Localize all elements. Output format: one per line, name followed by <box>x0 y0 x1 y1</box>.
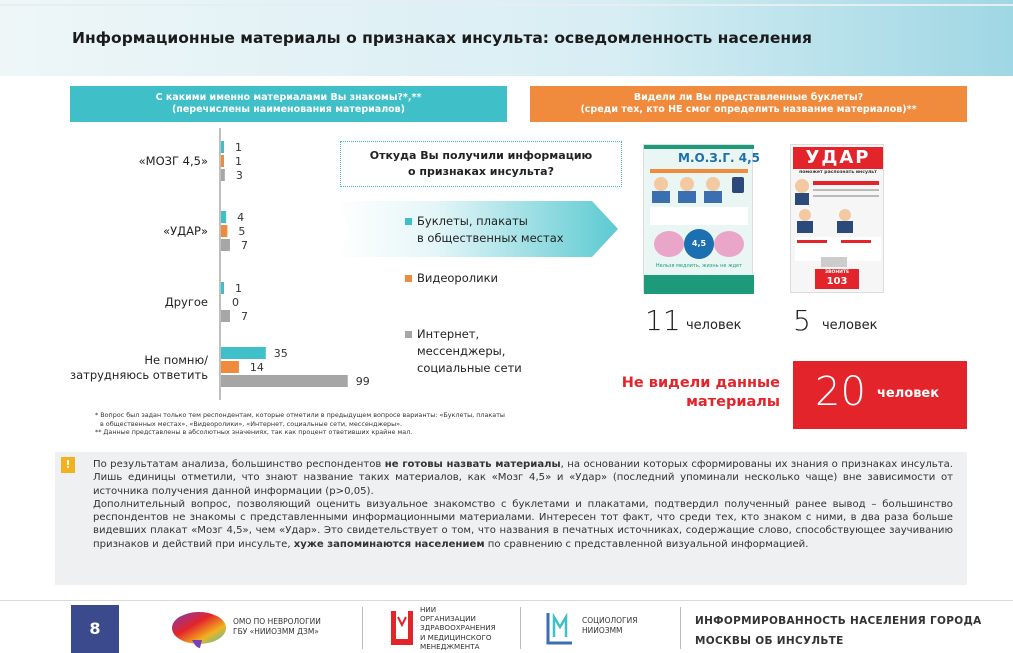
conclusion-text <box>93 458 953 551</box>
chart-bar <box>221 310 230 322</box>
footer-report-title <box>695 611 995 651</box>
not-seen-line1: Не видели данные <box>621 375 780 391</box>
org-niiozmm-line3: ЗДРАВООХРАНЕНИЯ <box>420 623 496 633</box>
mozg-poster-image <box>643 144 760 293</box>
conclusion-paragraph-1 <box>93 458 953 498</box>
org-neurology-line1: ОМО ПО НЕВРОЛОГИИ <box>233 617 321 626</box>
chart-bar <box>221 225 227 237</box>
exclamation-icon: ! <box>61 457 75 473</box>
chart-data-label: 7 <box>240 310 248 323</box>
right-question-banner <box>530 86 967 122</box>
chart-data-label: 3 <box>235 169 243 182</box>
not-seen-count-value: 20 <box>815 369 866 415</box>
footer-separator-1 <box>362 607 363 649</box>
footnote-2: ** Данные представлены в абсолютных значениях, так как процент ответивших крайне мал. <box>95 428 413 436</box>
header-topline <box>0 4 1013 6</box>
source-question-line2: о признаках инсульта? <box>408 165 554 178</box>
chart-data-label: 5 <box>238 225 246 238</box>
chart-category-label: Другое <box>164 295 208 309</box>
chart-bar <box>221 239 230 251</box>
mozg-poster-title: М.О.З.Г. 4,5 <box>678 151 760 165</box>
chart-bar <box>221 375 348 387</box>
source-question-box <box>340 141 622 187</box>
chart-bar <box>221 155 224 167</box>
chart-bar <box>221 169 225 181</box>
org-niiozmm-line4: И МЕДИЦИНСКОГО <box>420 632 492 642</box>
org-neurology <box>233 617 321 636</box>
niiozmm-logo-icon <box>389 609 415 647</box>
org-neurology-line2: ГБУ «НИИОЗММ ДЗМ» <box>233 626 319 636</box>
conclusion-p2-end: по сравнению с представленной визуальной информацией. <box>484 538 809 550</box>
materials-bar-chart <box>0 128 370 408</box>
legend-swatch-videos <box>405 275 412 282</box>
legend-booklets-line2: в общественных местах <box>417 231 564 245</box>
chart-data-label: 99 <box>355 375 370 388</box>
udar-poster-number: 103 <box>826 276 848 287</box>
udar-poster-title: УДАР <box>793 147 883 169</box>
chart-category-label: «УДАР» <box>163 224 208 238</box>
right-banner-line2: (среди тех, кто НЕ смог определить название материалов)** <box>580 104 917 115</box>
org-niiozmm <box>420 605 496 651</box>
udar-poster-call: ЗВОНИТЕ <box>824 270 850 275</box>
udar-poster-image <box>790 144 884 293</box>
org-sociology <box>582 616 637 635</box>
chart-category-label: Не помню/ затрудняюсь ответить <box>69 353 208 382</box>
chart-data-label: 1 <box>235 155 242 168</box>
not-seen-line2: материалы <box>686 394 780 410</box>
not-seen-count-unit: человек <box>877 386 940 401</box>
org-sociology-line2: НИИОЗММ <box>582 625 623 635</box>
legend-internet-line3: социальные сети <box>417 361 522 375</box>
udar-poster-subtitle: поможет распознать инсульт <box>799 170 877 175</box>
header-band <box>0 0 1013 76</box>
org-sociology-line1: СОЦИОЛОГИЯ <box>582 616 638 625</box>
legend-swatch-internet <box>405 331 412 338</box>
chart-bar <box>221 347 266 359</box>
conclusion-p1-start: По результатам анализа, большинство респондентов <box>93 459 385 470</box>
conclusion-box <box>55 452 967 585</box>
mozg-count-value: 11 <box>645 304 681 337</box>
not-seen-count-box <box>793 361 967 429</box>
chart-data-label: 1 <box>235 282 242 295</box>
page-title: Информационные материалы о признаках инсульта: осведомленность населения <box>72 29 812 47</box>
footer-divider <box>0 600 1013 601</box>
footer-title-line1: ИНФОРМИРОВАННОСТЬ НАСЕЛЕНИЯ ГОРОДА <box>695 615 982 627</box>
footnote-1b: в общественных местах», «Видеоролики», «Интернет, социальные сети, мессенджеры». <box>100 419 403 428</box>
source-question-line1: Откуда Вы получили информацию <box>369 149 593 162</box>
chart-data-label: 0 <box>232 296 239 309</box>
chart-data-label: 1 <box>235 141 242 154</box>
mozg-poster-footer: Нельзя медлить, жизнь не ждет <box>655 263 743 269</box>
chart-bar <box>221 361 239 373</box>
right-banner-line1: Видели ли Вы представленные буклеты? <box>633 92 864 103</box>
org-niiozmm-line2: ОРГАНИЗАЦИИ <box>420 614 476 624</box>
page-number: 8 <box>71 605 119 653</box>
chart-data-label: 7 <box>240 239 248 252</box>
conclusion-p2-start: Дополнительный вопрос, позволяющий оценить визуальное знакомство с буклетами и плакатами, подтвердил полученный ранее вывод – большинство респондентов не знакомы с представленными информационными материалами. Интересен тот факт, что среди тех, кто знаком с ними, в два раза больше видевших плакат «Мозг 4,5», чем «Удар». Это свидетельствует о том, что названия в печатных источниках, содержащие слово, способствующее заучиванию признаков и действий при инсульте, <box>93 498 953 550</box>
chart-data-label: 4 <box>237 211 245 224</box>
udar-count-unit: человек <box>822 318 878 333</box>
legend-internet-line1: Интернет, <box>417 327 480 341</box>
chart-category-label: «МОЗГ 4,5» <box>138 154 208 168</box>
legend-internet-line2: мессенджеры, <box>417 344 506 358</box>
mozg-poster-badge: 4,5 <box>684 229 714 259</box>
chart-data-label: 35 <box>273 347 288 360</box>
chart-bar <box>221 282 224 294</box>
legend-videos-label: Видеоролики <box>417 271 499 285</box>
left-banner-line1: С какими именно материалами Вы знакомы?*,** <box>155 92 422 103</box>
legend-swatch-booklets <box>405 218 412 225</box>
legend-booklets-line1: Буклеты, плакаты <box>417 214 528 228</box>
brain-logo-icon <box>170 610 228 650</box>
conclusion-paragraph-2 <box>93 498 953 551</box>
sociology-logo-icon <box>545 609 575 647</box>
footnote-1a: * Вопрос был задан только тем респондентам, которые отметили в предыдущем вопросе варианты: «Буклеты, плакаты <box>95 411 505 419</box>
chart-bar <box>221 211 226 223</box>
footnotes <box>95 411 615 437</box>
footer-title-line2: МОСКВЫ ОБ ИНСУЛЬТЕ <box>695 635 844 647</box>
left-banner-line2: (перечислены наименования материалов) <box>171 104 406 115</box>
udar-count-value: 5 <box>793 304 811 337</box>
org-niiozmm-line1: НИИ <box>420 605 437 614</box>
left-question-banner <box>70 86 507 122</box>
footer-separator-2 <box>520 607 521 649</box>
chart-bar <box>221 141 224 153</box>
conclusion-p1-end: , на основании которых сформированы их знания о признаках инсульта. Лишь единицы отметили, что знают название таких материалов, как «Мозг 4,5» и «Удар» (последний упоминали несколько чаще) вне зависимости от источника получения данной информации (p>0,05). <box>93 459 953 497</box>
footer-separator-3 <box>680 607 681 649</box>
mozg-count-unit: человек <box>686 318 742 333</box>
conclusion-p1-emphasis: не готовы назвать материалы <box>384 459 561 470</box>
not-seen-label <box>590 374 780 412</box>
chart-data-label: 14 <box>249 361 264 374</box>
conclusion-p2-emphasis: хуже запоминаются населением <box>293 538 485 550</box>
org-niiozmm-line5: МЕНЕДЖМЕНТА <box>420 641 480 651</box>
